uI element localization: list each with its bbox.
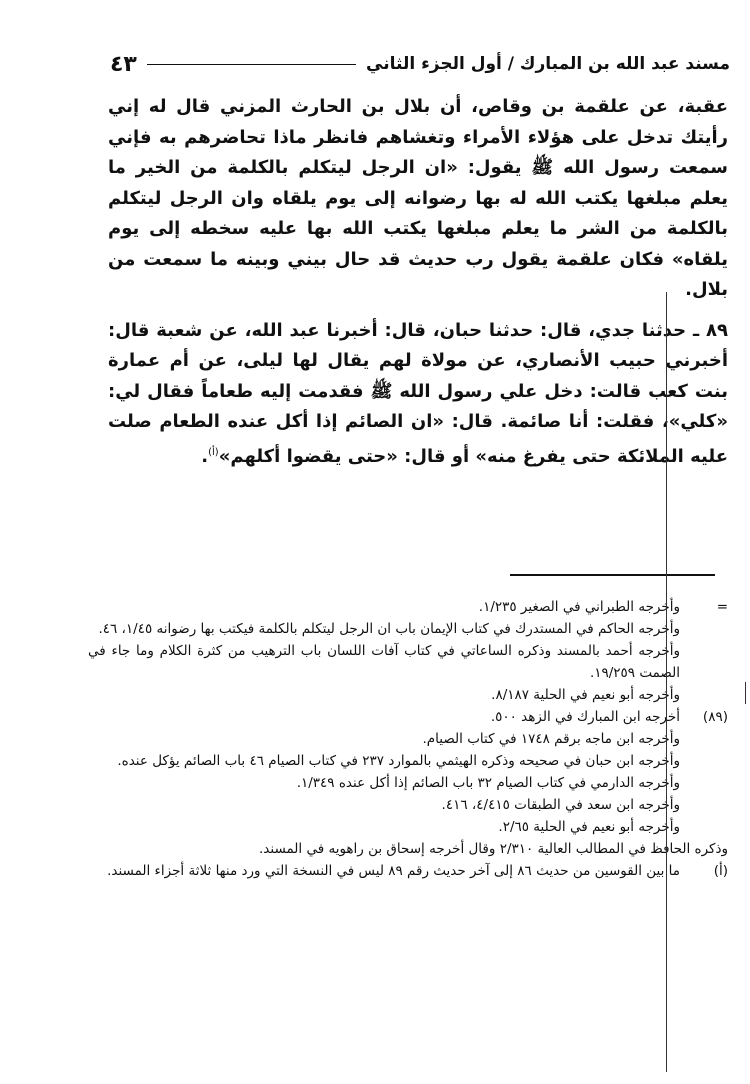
- footnote-text: وأخرجه أبو نعيم في الحلية ٨/١٨٧.: [491, 687, 680, 703]
- header-rule: [147, 64, 356, 65]
- footnote-line: [88, 640, 728, 684]
- footnote-text: وأخرجه ابن حبان في صحيحه وذكره الهيثمي بالموارد ٢٣٧ في كتاب الصيام ٤٦ باب الصائم يؤكل عنده.: [117, 753, 680, 769]
- footnote-text: وأخرجه أحمد بالمسند وذكره الساعاتي في كتاب آفات اللسان باب الترهيب من كثرة الكلام وما جاء في الصمت ١٩/٢٥٩.: [88, 643, 680, 681]
- footnote-text: وأخرجه الطبراني في الصغير ١/٢٣٥.: [478, 599, 680, 615]
- footnote-line: [88, 706, 728, 728]
- footnote-line: [88, 772, 728, 794]
- footnote-text: وأخرجه أبو نعيم في الحلية ٢/٦٥.: [498, 819, 680, 835]
- footnote-text: ما بين القوسين من حديث ٨٦ إلى آخر حديث رقم ٨٩ ليس في النسخة التي ورد منها ثلاثة أجزاء المسند.: [107, 863, 680, 879]
- footnote-separator: [510, 574, 715, 576]
- footnotes: [88, 596, 728, 882]
- footnote-line: [88, 684, 728, 706]
- footnote-mark: =: [716, 599, 728, 615]
- footnote-line: [88, 618, 728, 640]
- footnote-text: وأخرجه ابن سعد في الطبقات ٤/٤١٥، ٤١٦.: [441, 797, 680, 813]
- running-header: [110, 44, 730, 84]
- footnote-text: وأخرجه الحاكم في المستدرك في كتاب الإيمان باب ان الرجل ليتكلم بالكلمة فيكتب بها رضوانه ١/٤٥، ٤٦.: [98, 621, 680, 637]
- main-text: [108, 92, 728, 472]
- footnote-line: [88, 750, 728, 772]
- footnote-text: وأخرجه ابن ماجه برقم ١٧٤٨ في كتاب الصيام.: [422, 731, 680, 747]
- footnote-line: [88, 596, 728, 618]
- scan-edge-mark: [745, 682, 746, 704]
- footnote-mark: (أ): [713, 863, 728, 879]
- footnote-line: [88, 860, 728, 882]
- footnote-text: أخرجه ابن المبارك في الزهد ٥٠٠.: [490, 709, 680, 725]
- footnote-text: وذكره الحافظ في المطالب العالية ٢/٣١٠ وقال أخرجه إسحاق بن راهويه في المسند.: [259, 841, 728, 857]
- paragraph-hadith-88-end: عقبة، عن علقمة بن وقاص، أن بلال بن الحارث المزني قال له إني رأيتك تدخل على هؤلاء الأمراء وتغشاهم فانظر ماذا تحاضرهم به فإني سمعت رسول الله ﷺ يقول: «ان الرجل ليتكلم بالكلمة من الخير ما يعلم مبلغها يكتب الله له بها رضوانه إلى يوم يلقاه وان الرجل ليتكلم بالكلمة من الشر ما يعلم مبلغها يكتب الله بها عليه سخطه إلى يوم يلقاه» فكان علقمة يقول رب حديث قد حال بيني وبينه ما سمعت من بلال.: [108, 96, 728, 300]
- paragraph-hadith-89-text: ٨٩ ـ حدثنا جدي، قال: حدثنا حبان، قال: أخبرنا عبد الله، عن شعبة قال: أخبرني حبيب الأنصاري، عن مولاة لهم يقال لها ليلى، عن أم عمارة بنت كعب قالت: دخل علي رسول الله ﷺ فقدمت إليه طعاماً فقال لي: «كلي»، فقلت: أنا صائمة. قال: «ان الصائم إذا أكل عنده الطعام صلت عليه الملائكة حتى يفرغ منه» أو قال: «حتى يقضوا أكلهم»: [108, 319, 728, 467]
- footnote-text: وأخرجه الدارمي في كتاب الصيام ٣٢ باب الصائم إذا أكل عنده ١/٣٤٩.: [296, 775, 680, 791]
- footnote-line: [88, 816, 728, 838]
- running-title: مسند عبد الله بن المبارك / أول الجزء الثاني: [366, 54, 730, 74]
- end-punctuation: .: [201, 445, 209, 467]
- footnote-line: [88, 838, 728, 860]
- footnote-mark: (٨٩): [702, 709, 728, 725]
- footnote-line: [88, 728, 728, 750]
- page-number: ٤٣: [110, 51, 137, 77]
- paragraph-hadith-89: [108, 316, 728, 473]
- footnote-ref-a: (أ): [208, 446, 219, 458]
- scan-margin-line: [666, 292, 667, 1072]
- footnote-line: [88, 794, 728, 816]
